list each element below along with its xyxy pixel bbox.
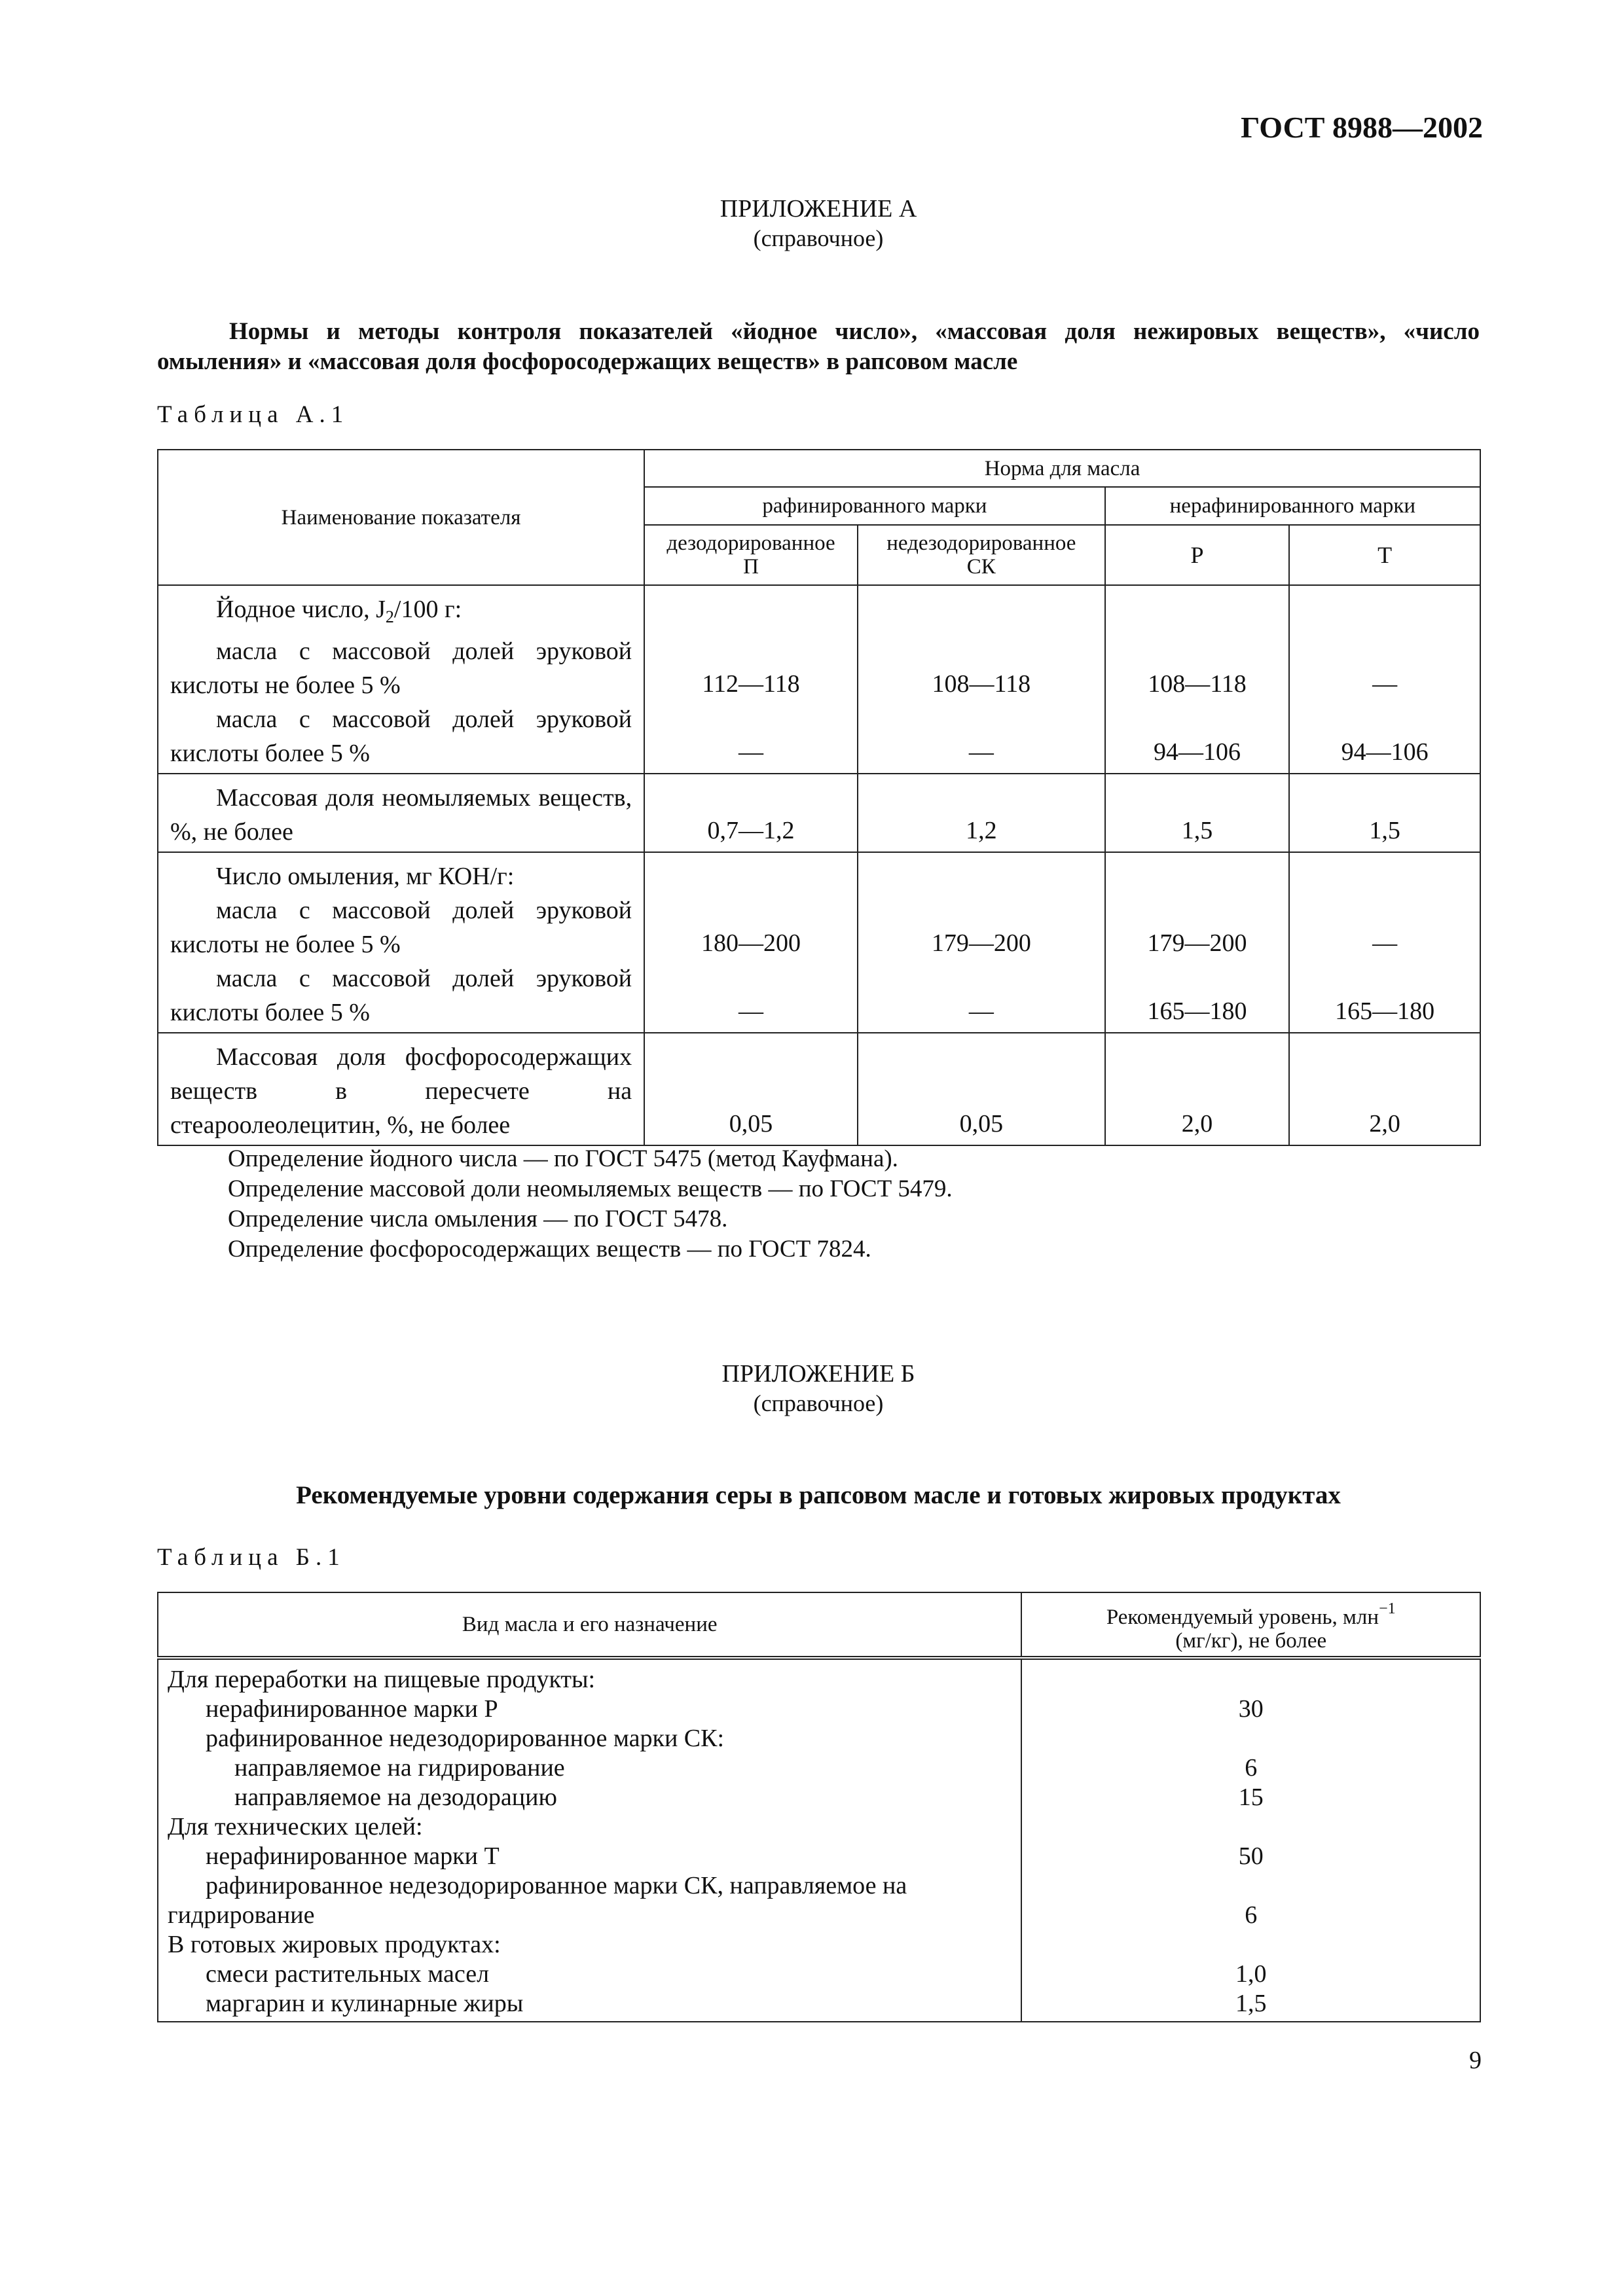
list-item: маргарин и кулинарные жиры — [206, 1990, 524, 2017]
standard-number: ГОСТ 8988—2002 — [1241, 111, 1483, 144]
sapon-erucic-le5-label: масла с массовой долей эруковой кислоты не более 5 % — [170, 897, 632, 958]
list-item: Для технических целей: — [168, 1813, 423, 1840]
appendix-b-heading: Рекомендуемые уровни содержания серы в рапсовом масле и готовых жировых продуктах — [296, 1481, 1341, 1509]
level-value: 15 — [1238, 1784, 1264, 1811]
unsaponifiable-label: Массовая доля неомыляемых веществ, %, не более — [158, 774, 644, 852]
header-grade-t: Т — [1289, 525, 1480, 585]
list-item: нерафинированное марки Т — [206, 1842, 500, 1870]
level-value: 6 — [1245, 1901, 1258, 1929]
page-number: 9 — [1469, 2047, 1482, 2074]
phosphorus-value-nondeod: 0,05 — [858, 1033, 1105, 1145]
level-value — [1022, 1871, 1480, 1901]
erucic-le5-label: масла с массовой долей эруковой кислоты не более 5 % — [170, 637, 632, 699]
header-oil-kind: Вид масла и его назначение — [158, 1592, 1021, 1658]
appendix-b-title: ПРИЛОЖЕНИЕ Б — [721, 1360, 915, 1388]
header-unrefined: нерафинированного марки — [1105, 487, 1480, 525]
list-item: рафинированное недезодорированное марки СК, направляемое на — [206, 1872, 907, 1899]
level-value: 6 — [1245, 1754, 1258, 1782]
appendix-b-subtitle: (справочное) — [753, 1390, 884, 1416]
table-b1 — [157, 1592, 1481, 2022]
table-a1 — [157, 449, 1481, 1146]
level-value — [1022, 1930, 1480, 1960]
method-line: Определение числа омыления — по ГОСТ 5478. — [228, 1206, 728, 1232]
method-line: Определение фосфоросодержащих веществ — по ГОСТ 7824. — [228, 1236, 871, 1263]
unsaponifiable-value-nondeod: 1,2 — [858, 774, 1105, 852]
list-item: гидрирование — [168, 1901, 315, 1929]
unsaponifiable-value-t: 1,5 — [1289, 774, 1480, 852]
table-row-iodine — [158, 585, 1480, 774]
header-deodorized: дезодорированное П — [644, 525, 858, 585]
appendix-a-title: ПРИЛОЖЕНИЕ А — [720, 195, 917, 223]
iodine-name-cell — [158, 585, 644, 774]
header-grade-p: Р — [1105, 525, 1290, 585]
list-item: направляемое на дезодорацию — [234, 1784, 557, 1811]
oil-kind-cell — [158, 1658, 1021, 2022]
iodine-values-t: — 94—106 — [1289, 585, 1480, 774]
header-refined: рафинированного марки — [644, 487, 1105, 525]
table-a1-caption: Таблица А.1 — [157, 401, 350, 428]
table-row-saponification — [158, 852, 1480, 1033]
list-item: рафинированное недезодорированное марки СК: — [206, 1725, 725, 1752]
saponification-name-cell — [158, 852, 644, 1033]
table-row-phosphorus — [158, 1033, 1480, 1145]
iodine-values-p: 108—118 94—106 — [1105, 585, 1290, 774]
header-non-deodorized: недезодорированное СК — [858, 525, 1105, 585]
list-item: направляемое на гидрирование — [234, 1754, 565, 1782]
appendix-a-heading: Нормы и методы контроля показателей «йодное число», «массовая доля нежировых веществ», «число омыления» и «массовая доля фосфоросодержащих веществ» в рапсовом масле — [157, 318, 1480, 375]
list-item: нерафинированное марки Р — [206, 1695, 498, 1723]
list-item: Для переработки на пищевые продукты: — [168, 1666, 596, 1693]
appendix-a-subtitle: (справочное) — [753, 225, 884, 251]
sapon-erucic-gt5-label: масла с массовой долей эруковой кислоты более 5 % — [170, 965, 632, 1026]
level-value — [1022, 1665, 1480, 1695]
header-norm: Норма для масла — [644, 450, 1480, 487]
method-line: Определение массовой доли неомыляемых веществ — по ГОСТ 5479. — [228, 1175, 953, 1202]
saponification-label: Число омыления, мг КОН/г: — [216, 863, 515, 890]
level-values-cell — [1021, 1658, 1480, 2022]
iodine-values-nondeod: 108—118 — — [858, 585, 1105, 774]
level-value: 1,5 — [1235, 1990, 1267, 2017]
unsaponifiable-value-p: 1,5 — [1105, 774, 1290, 852]
level-value: 50 — [1238, 1842, 1264, 1870]
table-b1-caption: Таблица Б.1 — [157, 1544, 346, 1571]
saponification-values-deod: 180—200 — — [644, 852, 858, 1033]
level-value — [1022, 1724, 1480, 1753]
erucic-gt5-label: масла с массовой долей эруковой кислоты более 5 % — [170, 706, 632, 767]
header-indicator-name: Наименование показателя — [158, 450, 644, 585]
level-value: 30 — [1238, 1695, 1264, 1723]
phosphorus-label: Массовая доля фосфоросодержащих веществ в пересчете на стеароолеолецитин, %, не более — [158, 1033, 644, 1145]
method-line: Определение йодного числа — по ГОСТ 5475 (метод Кауфмана). — [228, 1145, 898, 1172]
table-row-unsaponifiable — [158, 774, 1480, 852]
phosphorus-value-p: 2,0 — [1105, 1033, 1290, 1145]
header-recommended-level: Рекомендуемый уровень, млн$^{-1}$ (мг/кг), не более — [1021, 1592, 1480, 1658]
iodine-values-deod: 112—118 — — [644, 585, 858, 774]
list-item: смеси растительных масел — [206, 1960, 490, 1988]
iodine-label: Йодное число, $J_2/100$ г: — [216, 596, 462, 626]
list-item: В готовых жировых продуктах: — [168, 1931, 501, 1958]
level-value: 1,0 — [1235, 1960, 1267, 1988]
methods-list — [228, 1144, 953, 1265]
saponification-values-p: 179—200 165—180 — [1105, 852, 1290, 1033]
phosphorus-value-t: 2,0 — [1289, 1033, 1480, 1145]
level-value — [1022, 1812, 1480, 1842]
saponification-values-nondeod: 179—200 — — [858, 852, 1105, 1033]
saponification-values-t: — 165—180 — [1289, 852, 1480, 1033]
unsaponifiable-value-deod: 0,7—1,2 — [644, 774, 858, 852]
phosphorus-value-deod: 0,05 — [644, 1033, 858, 1145]
